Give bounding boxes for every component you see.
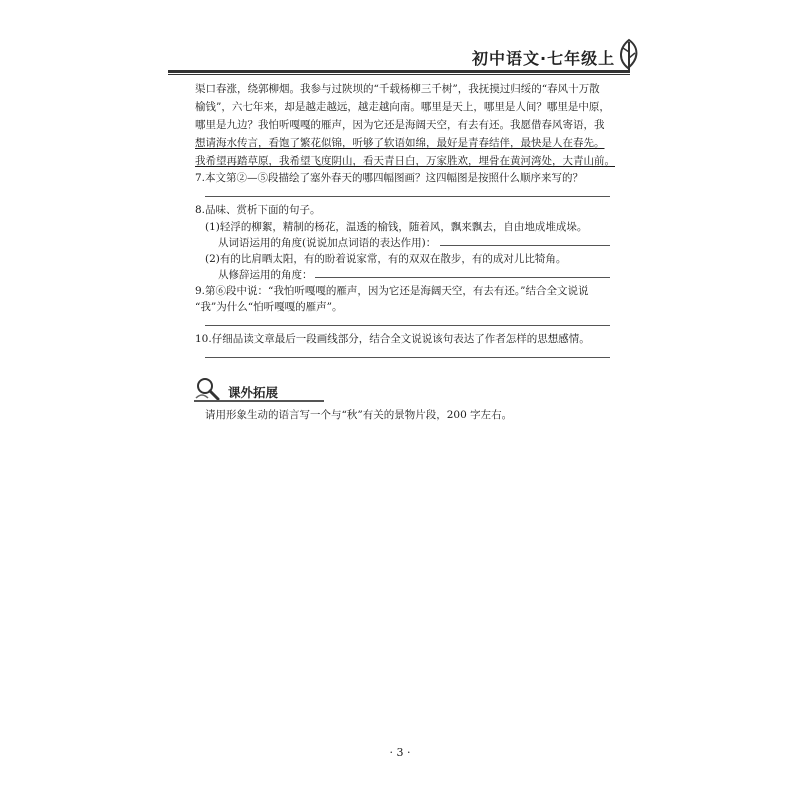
question-8-1-prompt: 从词语运用的角度(说说加点词语的表达作用)： [218,237,437,249]
question-9-line-2: “我”为什么“怕听嘎嘎的雁声”。 [195,301,343,313]
answer-line-q8-2[interactable] [315,277,610,278]
header-rule-thin [168,74,630,75]
passage-line-underlined: 哪里是九边？我怕听嘎嘎的雁声，因为它还是海阔天空，有去有还。我愿借春风寄语，我 [195,119,605,131]
answer-line-q7[interactable] [205,196,610,197]
extension-prompt: 请用形象生动的语言写一个与“秋”有关的景物片段，200 字左右。 [205,409,513,421]
page-number: · 3 · [389,746,411,759]
passage-line: 榆钱”，六七年来，却是越走越远，越走越向南。哪里是天上，哪里是人间？哪里是中原， [195,101,610,113]
question-10: 10.仔细品读文章最后一段画线部分，结合全文说说该句表达了作者怎样的思想感情。 [195,333,590,345]
extension-title: 课外拓展 [228,385,279,400]
header-rule [168,70,630,73]
answer-line-q10[interactable] [205,357,610,358]
question-7: 7.本文第②—⑤段描绘了塞外春天的哪四幅图画？这四幅图是按照什么顺序来写的？ [195,172,584,184]
passage-line-underlined: 我希望再踏草原，我希望飞度阴山，看天青日白，万家胜欢，埋骨在黄河湾处，大青山前。 [195,155,615,167]
question-8-1: (1)轻浮的柳絮，精制的杨花，温透的榆钱，随着风，飘来飘去，自由地成堆成垛。 [205,221,588,233]
passage-text [195,80,615,170]
answer-line-q9[interactable] [205,325,610,326]
question-8-2-prompt: 从修辞运用的角度： [218,269,313,281]
question-8-2: (2)有的比肩晒太阳，有的盼着说家常，有的双双在散步，有的成对儿比犄角。 [205,253,567,265]
extension-divider [194,400,324,402]
answer-line-q8-1[interactable] [440,245,610,246]
header-title: 初中语文·七年级上 [472,49,616,68]
question-9-line-1: 9.第⑥段中说：“我怕听嘎嘎的雁声，因为它还是海阔天空，有去有还。”结合全文说说 [195,285,589,297]
passage-line-underlined: 想请海水传言，看饱了繁花似锦，听够了软语如绵，最好是青春结伴，最快是人在春先。 [195,137,605,149]
question-8: 8.品味、赏析下面的句子。 [195,204,321,216]
leaf-icon [614,38,644,72]
passage-line: 渠口春涨，绕郭柳烟。我参与过陕坝的“千载杨柳三千树”，我抚摸过归绥的“春风十万散 [195,83,600,95]
magnifier-icon [194,376,222,402]
